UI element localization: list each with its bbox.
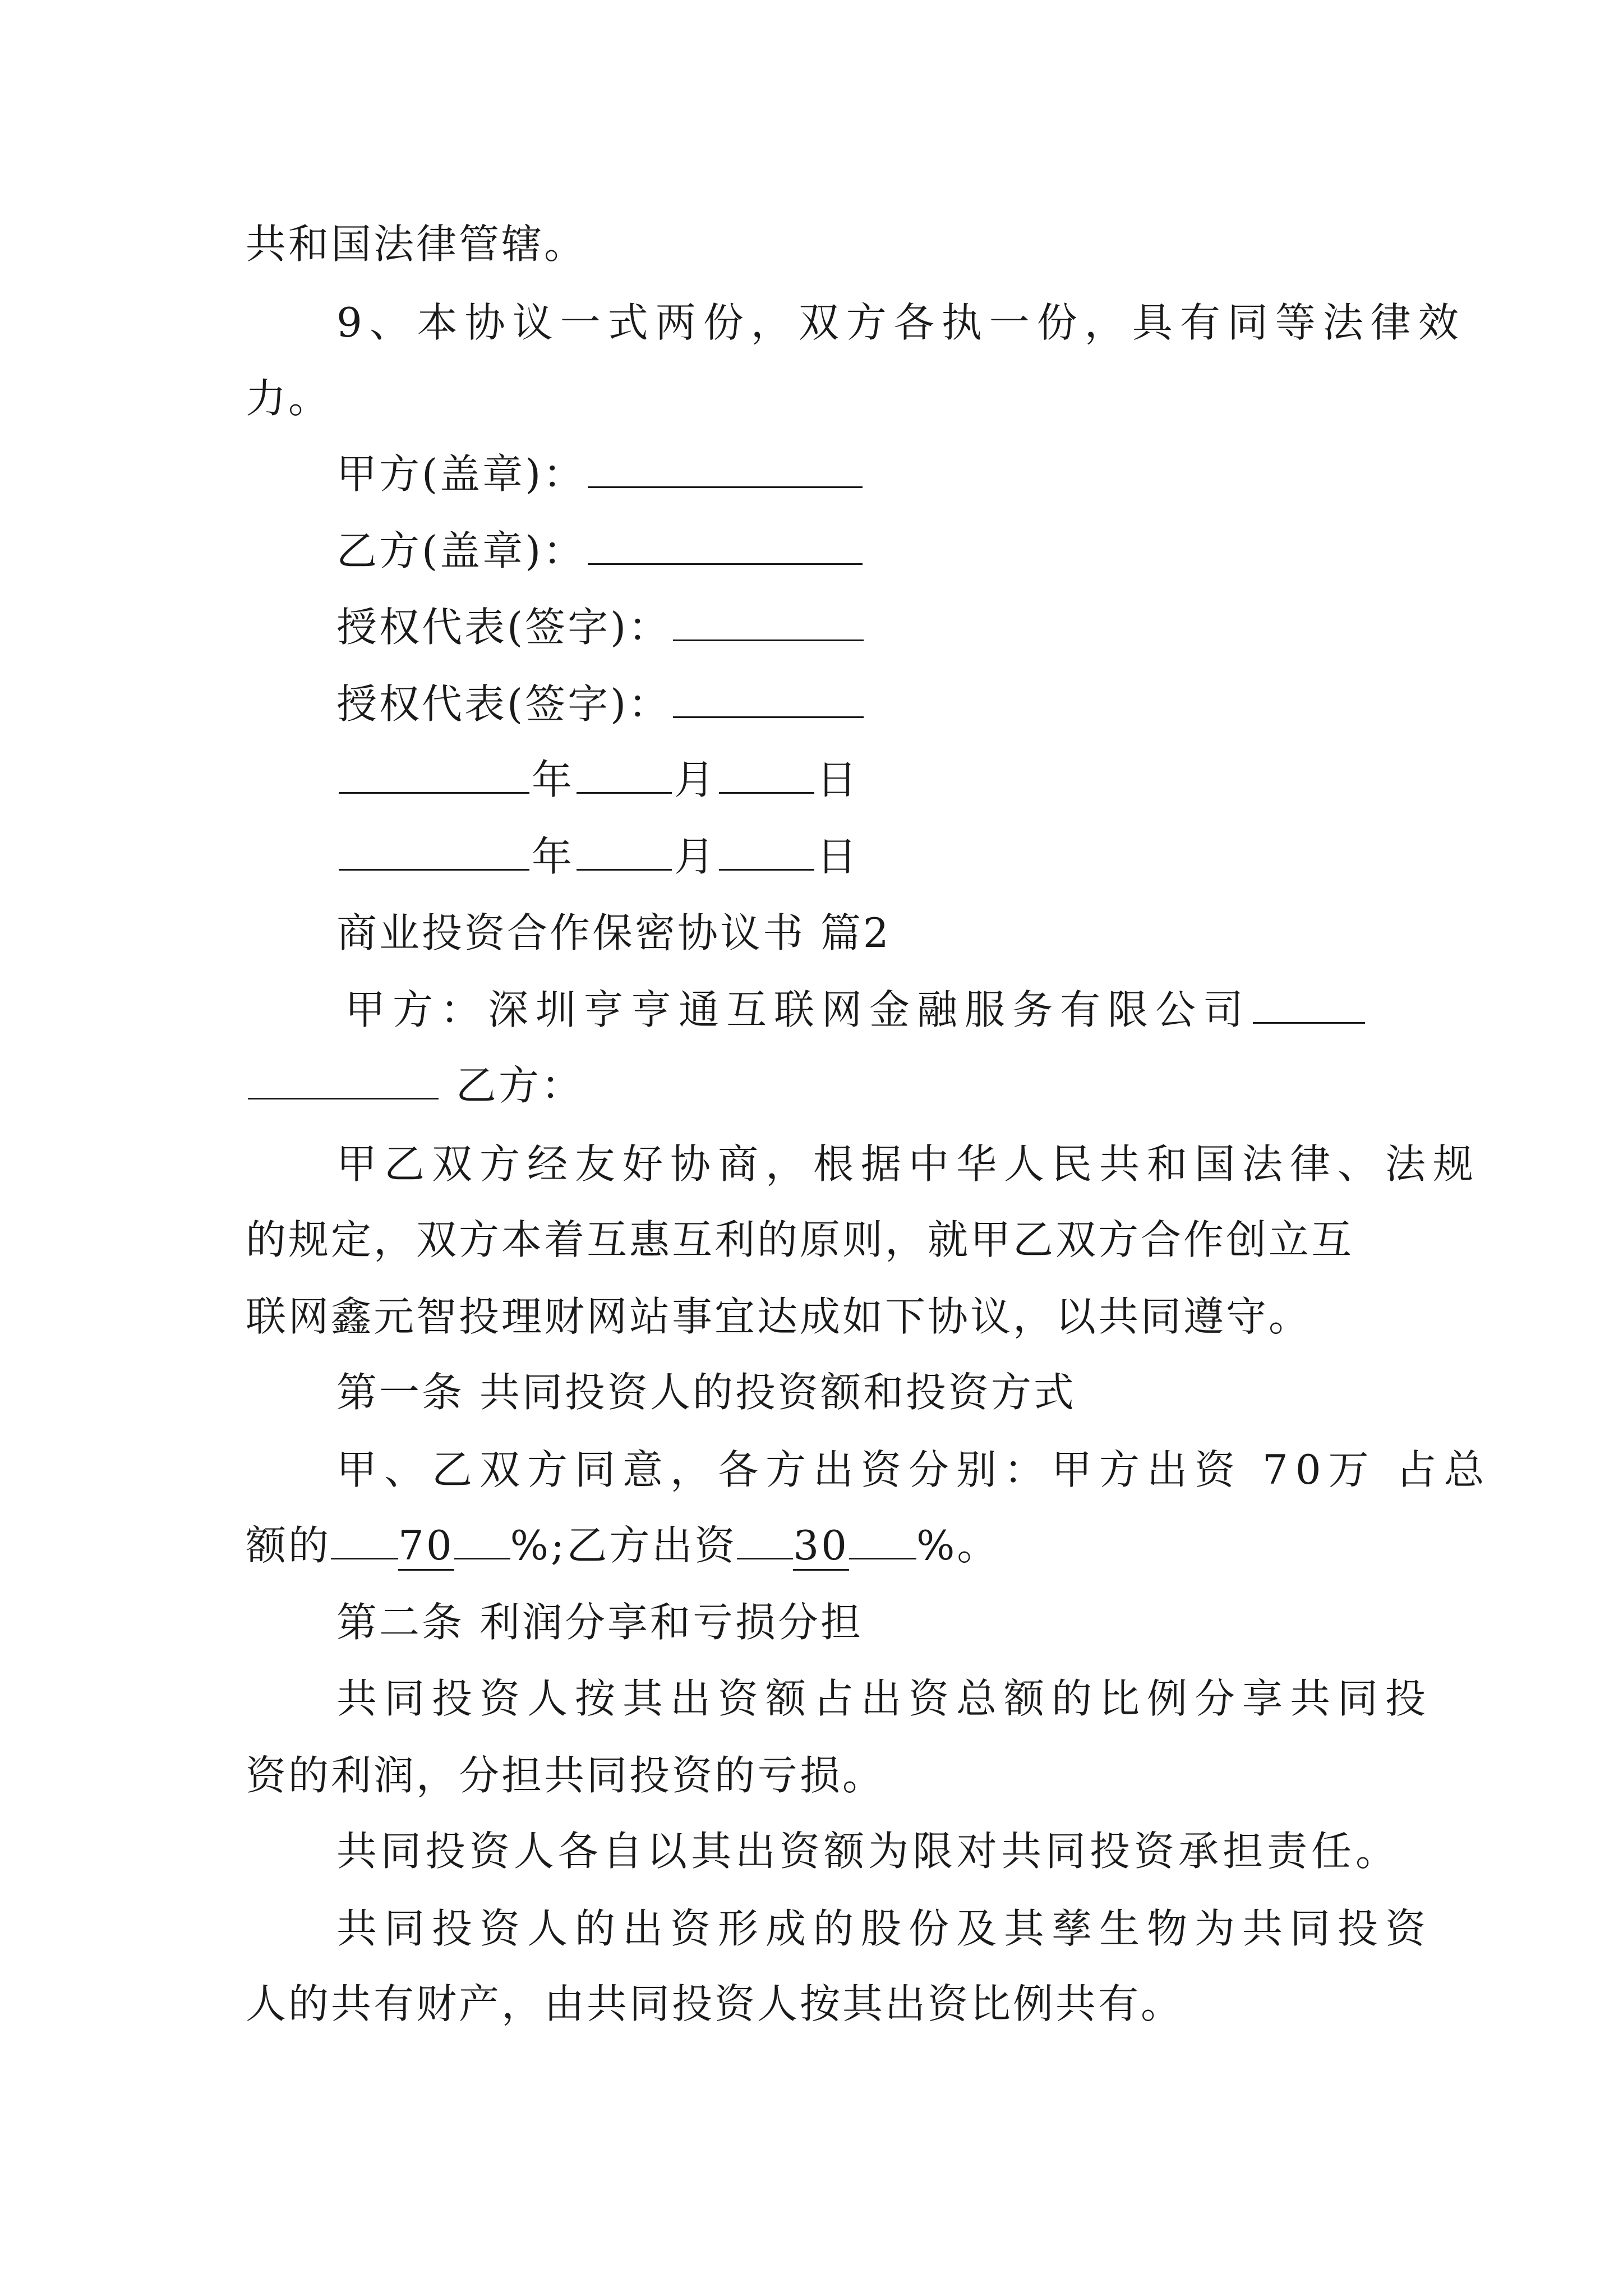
rep-sign-line-2 — [336, 676, 1391, 732]
section-title — [336, 905, 1391, 961]
party-b-seal-label: 乙方(盖章)： — [336, 527, 586, 574]
month-label: 月 — [674, 833, 717, 880]
text: %;乙方出资 — [510, 1522, 737, 1569]
text-line — [246, 1289, 1390, 1345]
rep-sign-label: 授权代表(签字)： — [336, 680, 671, 728]
section-title-text: 商业投资合作保密协议书 篇2 — [336, 909, 891, 956]
text-line — [336, 1136, 1481, 1192]
text: 联网鑫元智投理财网站事宜达成如下协议，以共同遵守。 — [246, 1293, 1312, 1340]
party-b-blank — [248, 1061, 439, 1099]
date-line-2 — [336, 829, 1391, 885]
text: 的规定，双方本着互惠互利的原则，就甲乙双方合作创立互 — [246, 1216, 1354, 1263]
party-a-seal-label: 甲方(盖章)： — [336, 450, 586, 498]
day-blank — [719, 832, 814, 871]
year-blank — [339, 832, 529, 871]
text: 额的 — [246, 1522, 331, 1569]
investment-ratio-line — [246, 1517, 1390, 1573]
text: %。 — [916, 1522, 1000, 1569]
party-b-ratio-value: 30 — [793, 1522, 849, 1571]
text: 共和国法律管辖。 — [246, 220, 587, 268]
text-line — [246, 370, 1390, 426]
party-b-seal-blank — [588, 526, 863, 565]
text: 资的利润，分担共同投资的亏损。 — [246, 1752, 886, 1799]
day-label: 日 — [817, 833, 860, 880]
party-a-line — [345, 982, 1399, 1038]
article-title-text: 第二条 利润分享和亏损分担 — [336, 1599, 863, 1646]
party-a-blank — [1253, 985, 1365, 1024]
rep-sign-blank — [673, 602, 864, 641]
month-label: 月 — [674, 756, 717, 803]
text-line — [336, 1442, 1492, 1498]
party-a-seal-line — [336, 446, 1391, 502]
text: 共同投资人的出资形成的股份及其孳生物为共同投资 — [336, 1905, 1433, 1952]
text: 力。 — [246, 375, 331, 422]
blank — [737, 1521, 793, 1559]
blank — [849, 1521, 916, 1559]
party-a-ratio-value: 70 — [398, 1522, 454, 1571]
text-line — [246, 1976, 1390, 2032]
month-blank — [577, 832, 672, 871]
text: 共同投资人按其出资额占出资总额的比例分享共同投 — [336, 1675, 1433, 1722]
article-title — [336, 1364, 1391, 1420]
year-blank — [339, 755, 529, 794]
party-b-text: 乙方： — [455, 1062, 584, 1109]
text-line — [336, 1823, 1400, 1879]
date-line-1 — [336, 752, 1391, 808]
blank — [454, 1521, 510, 1559]
text-line — [336, 295, 1466, 351]
text-line — [246, 216, 1390, 272]
year-label: 年 — [532, 756, 575, 803]
text-line — [246, 1212, 1390, 1268]
text: 共同投资人各自以其出资额为限对共同投资承担责任。 — [336, 1828, 1400, 1875]
text: 甲乙双方经友好协商，根据中华人民共和国法律、法规 — [336, 1140, 1481, 1188]
day-blank — [719, 755, 814, 794]
party-a-seal-blank — [588, 449, 863, 488]
text-line — [246, 1747, 1390, 1803]
month-blank — [577, 755, 672, 794]
day-label: 日 — [817, 756, 860, 803]
rep-sign-blank — [673, 679, 864, 718]
party-b-line — [246, 1057, 1390, 1114]
party-a-text: 甲方：深圳亨亨通互联网金融服务有限公司 — [345, 986, 1251, 1033]
text: 人的共有财产，由共同投资人按其出资比例共有。 — [246, 1980, 1184, 2027]
year-label: 年 — [532, 833, 575, 880]
text-line — [336, 1671, 1433, 1727]
text: 9、本协议一式两份，双方各执一份，具有同等法律效 — [336, 299, 1466, 346]
article-title — [336, 1594, 1391, 1650]
text-line — [336, 1901, 1433, 1957]
blank — [331, 1521, 398, 1559]
party-b-seal-line — [336, 523, 1391, 579]
text: 甲、乙双方同意，各方出资分别：甲方出资 70万 占总 — [336, 1446, 1492, 1493]
rep-sign-line-1 — [336, 599, 1391, 655]
rep-sign-label: 授权代表(签字)： — [336, 604, 671, 651]
article-title-text: 第一条 共同投资人的投资额和投资方式 — [336, 1369, 1076, 1416]
